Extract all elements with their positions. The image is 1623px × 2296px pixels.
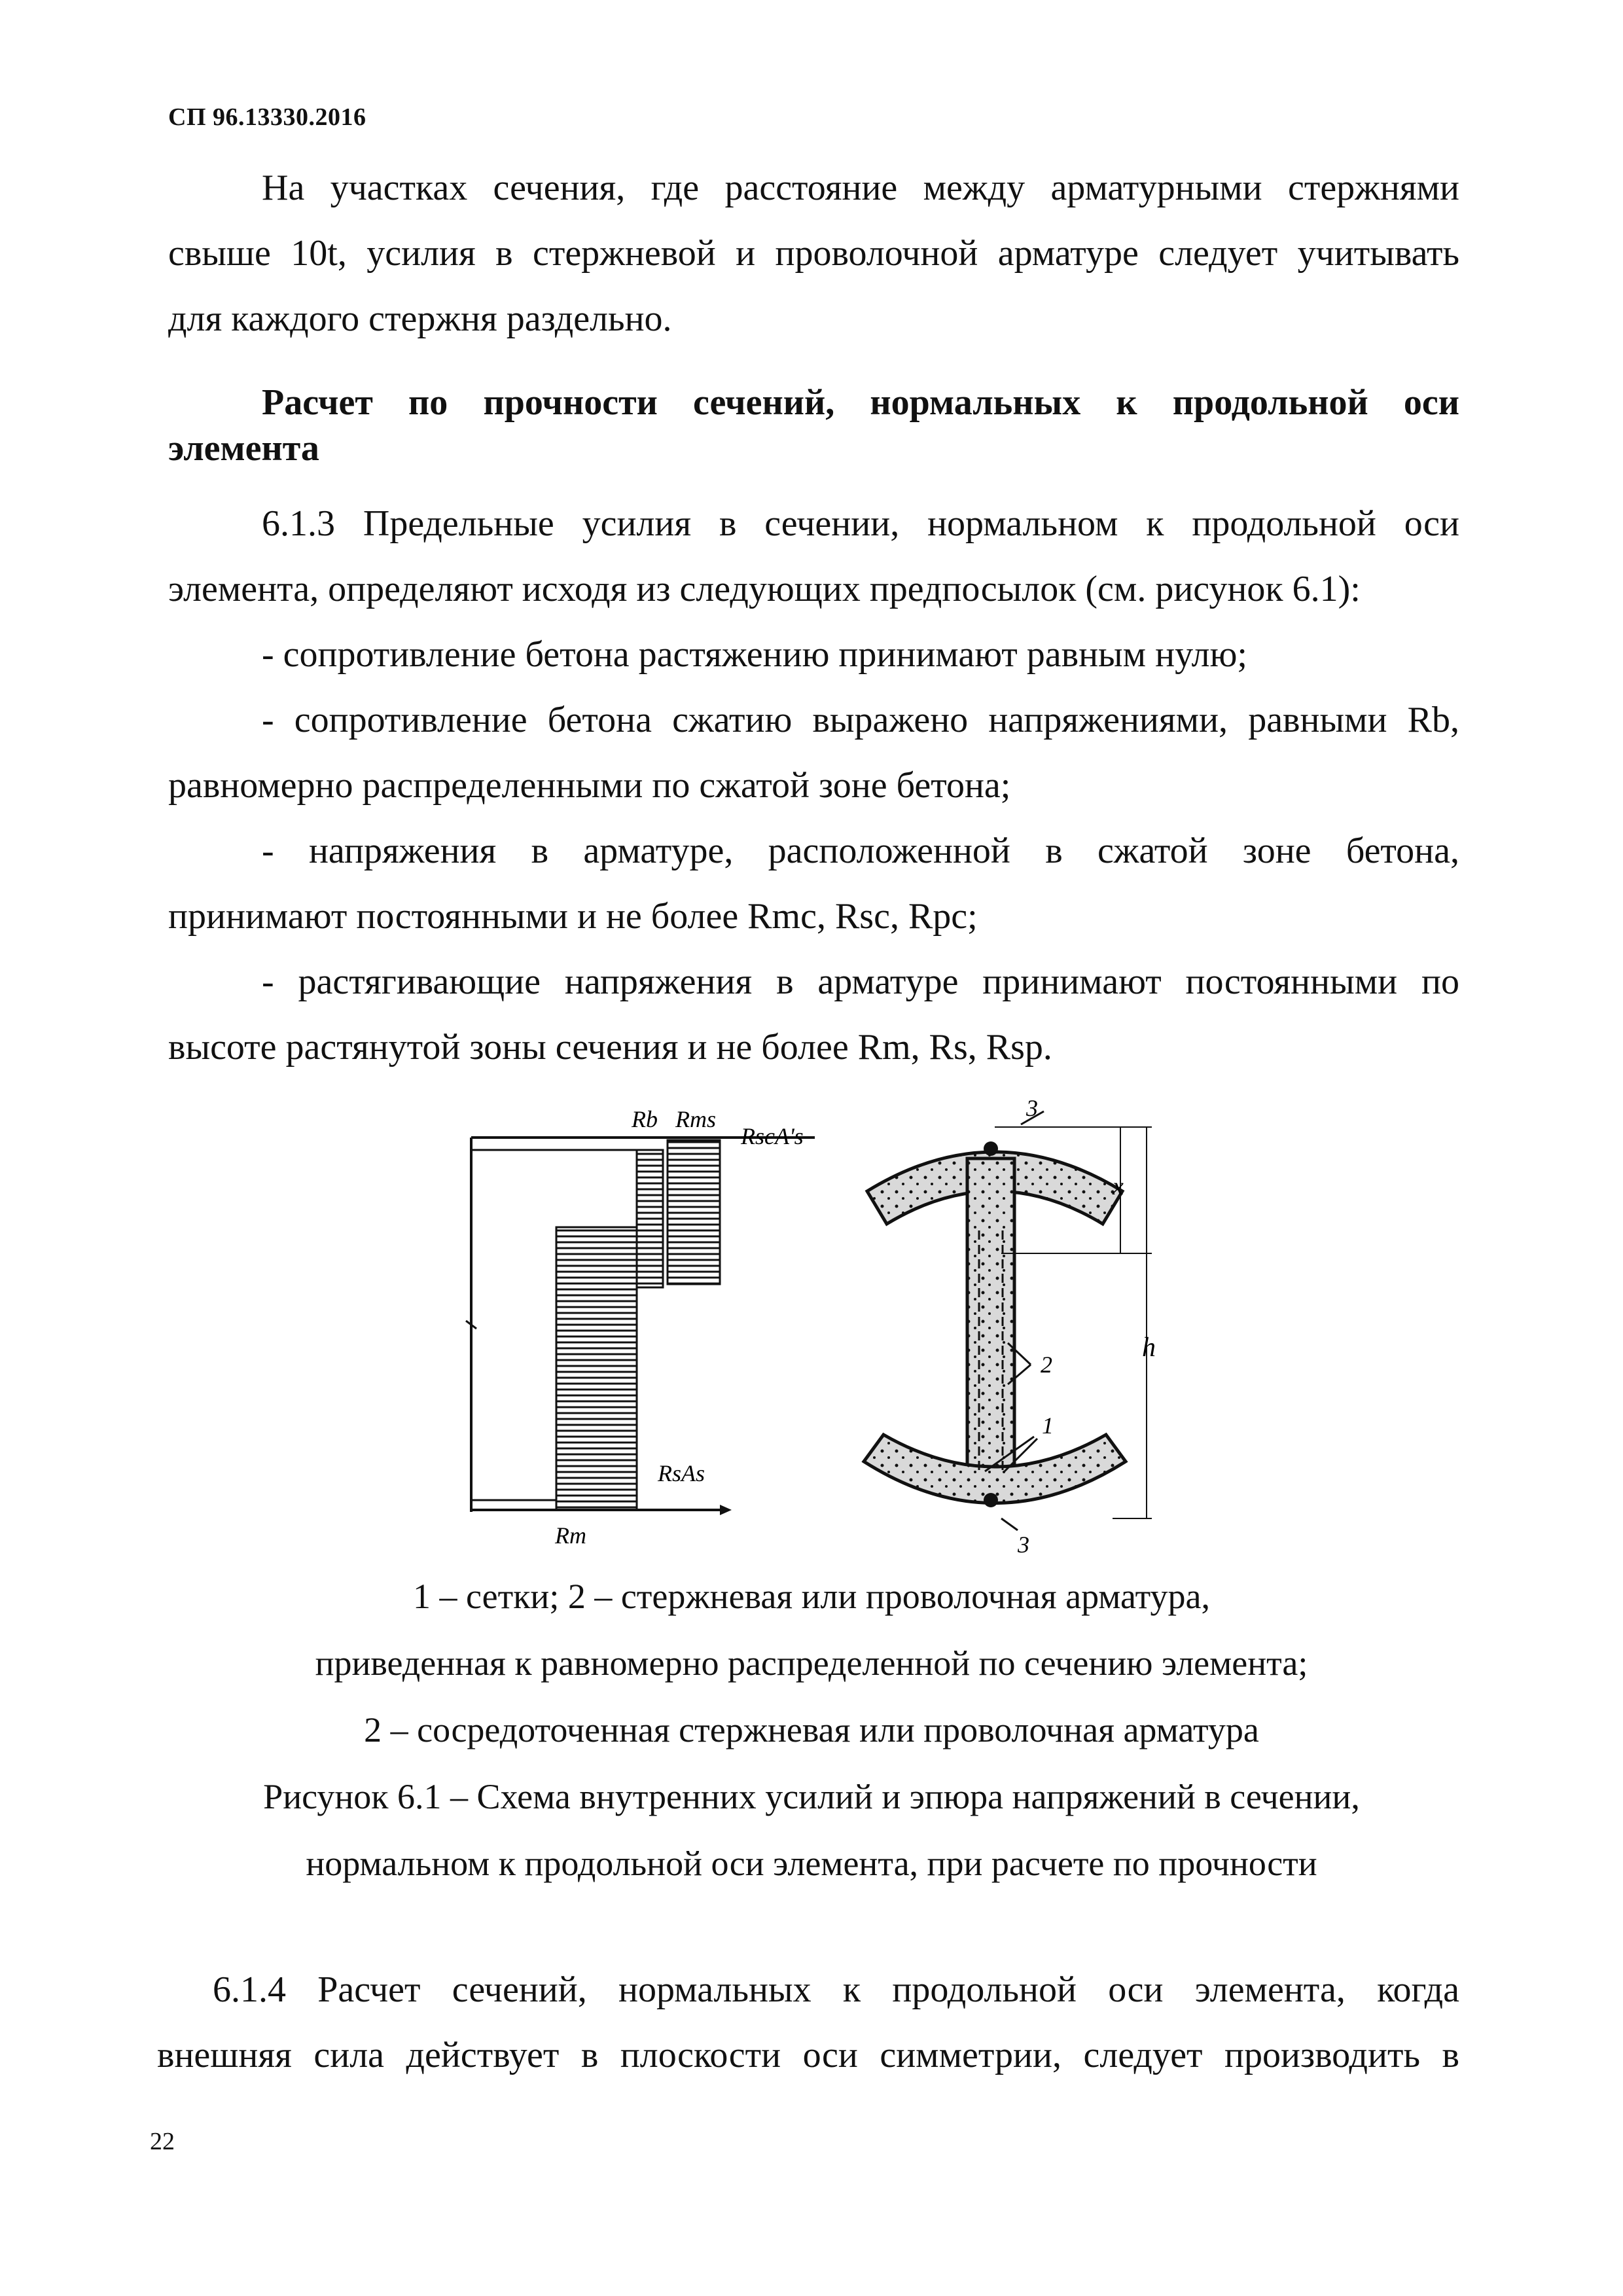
document-header: СП 96.13330.2016 [168, 103, 366, 131]
rb-block [637, 1150, 663, 1287]
label-rm: Rm [555, 1522, 586, 1549]
label-3-bottom: 3 [1018, 1532, 1029, 1558]
figure-legend-line-1: 1 – сетки; 2 – стержневая или проволочная арматура, [413, 1577, 1210, 1616]
label-rms: Rms [675, 1106, 716, 1132]
intro-line-2: свыше 10t, усилия в стержневой и проволочной арматуре следует учитывать [168, 233, 1459, 274]
intro-line-3: для каждого стержня раздельно. [168, 298, 672, 339]
figure-legend-line-2: приведенная к равномерно распределенной по сечению элемента; [315, 1643, 1308, 1683]
figure-caption-line-1: Рисунок 6.1 – Схема внутренних усилий и эпюра напряжений в сечении, [263, 1777, 1360, 1816]
clause-613-bullet-3-line-1: - напряжения в арматуре, расположенной в сжатой зоне бетона, [262, 831, 1459, 871]
figure-caption-line-2: нормальном к продольной оси элемента, при расчете по прочности [306, 1844, 1317, 1883]
clause-613-bullet-1: - сопротивление бетона растяжению принимают равным нулю; [262, 634, 1247, 675]
clause-613-bullet-3-line-2: принимают постоянными и не более Rmc, Rsc, Rpc; [168, 896, 978, 937]
label-3-top: 3 [1026, 1095, 1038, 1121]
label-rsc-as: RscA's [741, 1123, 804, 1149]
clause-613-bullet-4-line-2: высоте растянутой зоны сечения и не более Rm, Rs, Rsp. [168, 1027, 1052, 1067]
clause-614-line-1: 6.1.4 Расчет сечений, нормальных к продольной оси элемента, когда [213, 1969, 1459, 2010]
label-x: x [1113, 1173, 1124, 1200]
rms-block [668, 1140, 720, 1284]
section-heading-line-1: Расчет по прочности сечений, нормальных к продольной оси [262, 382, 1459, 423]
page-number: 22 [150, 2128, 175, 2155]
clause-613-bullet-4-line-1: - растягивающие напряжения в арматуре принимают постоянными по [262, 961, 1459, 1002]
label-2: 2 [1041, 1352, 1052, 1378]
figure-6-1 [0, 1086, 1623, 1577]
stress-diagram [466, 1138, 815, 1515]
figure-legend-line-3: 2 – сосредоточенная стержневая или проволочная арматура [364, 1710, 1259, 1749]
clause-614-line-2: внешняя сила действует в плоскости оси симметрии, следует производить в [157, 2035, 1459, 2075]
label-1: 1 [1042, 1412, 1054, 1439]
rm-block [556, 1227, 637, 1510]
clause-613-line-1: 6.1.3 Предельные усилия в сечении, нормальном к продольной оси [262, 503, 1459, 544]
intro-line-1: На участках сечения, где расстояние между арматурными стержнями [262, 168, 1459, 208]
label-rb: Rb [632, 1106, 658, 1132]
label-h: h [1142, 1333, 1156, 1363]
clause-613-bullet-2-line-1: - сопротивление бетона сжатию выражено напряжениями, равными Rb, [262, 700, 1459, 740]
clause-613-line-2: элемента, определяют исходя из следующих предпосылок (см. рисунок 6.1): [168, 569, 1361, 609]
clause-613-bullet-2-line-2: равномерно распределенными по сжатой зоне бетона; [168, 765, 1011, 806]
cross-section [864, 1111, 1152, 1530]
section-heading-line-2: элемента [168, 428, 319, 469]
label-rs-as: RsAs [658, 1460, 705, 1486]
